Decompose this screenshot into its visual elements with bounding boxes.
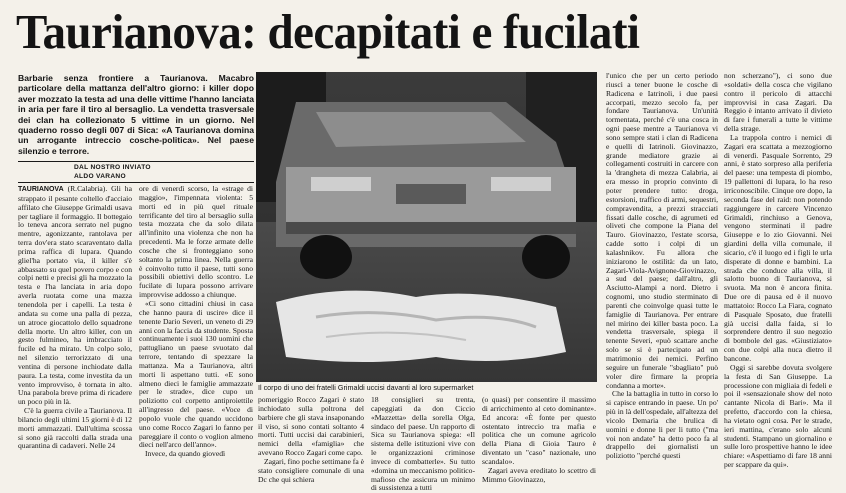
photo-image [256, 72, 597, 382]
headline: Taurianova: decapitati e fucilati [16, 4, 640, 59]
article-column-3 [258, 396, 364, 482]
photo-caption: Il corpo di uno dei fratelli Grimaldi uccisi davanti al loro supermarket [258, 383, 474, 392]
byline-rule-bottom [18, 182, 254, 183]
col4-paragraph-1: 18 consiglieri su trenta, capeggiati da don Ciccio «Mazzetta» della sorella Olga, sindaco del paese. Un rapporto di Sica su Taurianova spiega: «Il sistema delle istituzioni vive con le organizzazioni criminose invece di combatterle». Su tutto «domina un meccanismo politico-mafioso che assicura un minimo di sussistenza a tutti [371, 395, 475, 493]
byline-author: ALDO VARANO [74, 173, 126, 180]
crime-scene-photo [256, 72, 597, 382]
article-column-5 [482, 396, 596, 482]
col1-paragraph-1: Gli ha strappato il pesante coltello d'acciaio affilato che Giuseppe Grimaldi usava per tagliare il formaggio. Il bottegaio lo teneva ancora serrato nel pugno mentre, agonizzante, rantolava per terra dov'era stato scaraventato dalla prima raffica di lupara. Quando gliel'ha portato via, il killer s'è abbassato su quel povero corpo e con colpi netti e precisi gli ha mozzato la testa e l'ha lanciata in aria dopo averla ruotata come una mazza tenendola per i capelli. La testa è andata su come una palla di pezza, un atroce giocattolo dello squadrone della morte. Un altro killer, con un gesto fulmineo, ha imbracciato il fucile ed ha mirato. Un colpo solo, nel silenzio terrorizzato di una ventina di persone inchiodate dalla paura. La testa, come investita da un vento improvviso, è tornata in alto. Una parabola breve prima di ricadere un poco più in là. [18, 184, 132, 407]
byline-rule-top [18, 161, 254, 162]
col7-paragraph-3: Oggi si sarebbe dovuta svolgere la festa di San Giuseppe. La processione con migliaia di fedeli e poi il «sensazionale show del noto cantante Nicola di Bari». Ma il prefetto, d'accordo con la chiesa, ha vietato ogni cosa. Per le strade, ieri mattina, c'erano solo alcuni studenti. Stampano un giornalino e sulle loro prospettive hanno le idee chiare: «Aspettiamo di fare 18 anni per scappare da qui». [724, 362, 832, 470]
article-column-2 [139, 185, 253, 482]
col3-paragraph-2: Zagari, fino poche settimane fa è stato consigliere comunale di una Dc che qui schiera [258, 456, 364, 484]
col6-paragraph-1: l'unico che per un certo periodo riuscì a tener buone le cosche di Radicena e Iatrinoli, i due paesi accorpati, mezzo secolo fa, per fondare Taurianova. Un'unità tormentata, perché c'è una cosca in ogni paese mentre a Taurianova vi sono sempre stati i clan di Radicena e quelli di Iatrinoli. Giovinazzo, grande mediatore grazie ai collegamenti costruiti in carcere con la 'drangheta di mezza Calabria, ai era messo in proprio convinto di poter prendere tutto: droga, estorsioni, traffico di armi, sequestri, compravendita, a prezzi stracciati fissati dalle cosche, di agrumeti ed oliveti che compone la Piana del Tauro. Giovinazzo, l'estate scorsa, cadde sotto i colpi di un kalashnikov. Fu allora che iniziarono le ostilità: da un lato, Zagari-Viola-Avignone-Giovinazzo, a sud del paese; dall'altro, gli Asciutto-Alampi a nord. Dietro i cognomi, uno studio sterminato di parenti che coinvolge quasi tutte le famiglie di Taurianova. Per entrare nel mirino dei killer basta poco. La vendetta trasversale, spiega il tenente Severi, «può scattare anche solo se si è partecipato ad un matrimonio dei nemici. Perfino seguire un funerale "sbagliato" può voler dire firmare la propria condanna a morte». [606, 71, 718, 390]
byline-label: DAL NOSTRO INVIATO [74, 164, 151, 171]
col2-paragraph-1: ore di venerdì scorso, la «strage di maggio», l'impennata violenta: 5 morti ed in più quel rituale terrificante del tiro al bersaglio sulla testa mozzata che da solo dilata all'infinito una violenza che non ha precedenti. Ma le forze armate delle cosche che si fronteggiano sono soltanto la prima linea. Nella guerra è coinvolto tutto il paese, tutti sono possibili obiettivi dello scontro. Le fucilate di lupara possono arrivare improvvise addosso a chiunque. [139, 184, 253, 300]
col5-paragraph-2: Zagari aveva ereditato lo scettro di Mimmo Giovinazzo, [482, 465, 596, 484]
col1-paragraph-2: C'è la guerra civile a Taurianova. Il bilancio degli ultimi 15 giorni è di 12 morti ammazzati. Dall'ultima scossa si sono già raccolti dalla strada una quarantina di cadaveri. Nelle 24 [18, 406, 132, 451]
col6-paragraph-2: Che la battaglia in tutto in corso lo si capisce entrando in paese. Un po' più in là dell'ospedale, all'altezza del vicolo Demaria che brulica di uomini e donne li per li tutto ("ma voi non andate" ha detto poco fa al drappello dei giornalisti un poliziotto "perché questi [606, 389, 718, 461]
col2-paragraph-3: Invece, da quando giovedì [145, 449, 226, 459]
col3-paragraph-1: pomeriggio Rocco Zagari è stato inchiodato sulla poltrona del barbiere che gli stava insaponando il viso, si sono contati soltanto 4 morti. Tutti uccisi dai carabinieri, nemici della «famiglia» che avevano Rocco Zagari come capo. [258, 395, 364, 458]
article-column-4 [371, 395, 475, 493]
dateline-place: (R.Calabria). [67, 184, 108, 193]
article-column-6 [606, 72, 718, 482]
col2-paragraph-2: «Ci sono cittadini chiusi in casa che hanno paura di uscire» dice il tenente Dario Severi, un veneto di 29 anni con la faccia da studente. Sposta continuamente i suoi 130 uomini che pattugliano un paese svuotato dal terrore, tentando di spezzare la mattanza. Ma a Taurianova, altri morti li aspettano tutti. «E sono almeno dieci le famiglie ammazzate per le strade», dice cupo un poliziotto col corpetto antiproiettile all'ingresso del paese. «Voce di popolo vuole che quando uccidono uno come Rocco Zagari lo fanno per pareggiare il conto o voglion almeno dieci nell'arco dell'anno». [139, 298, 253, 450]
col5-paragraph-1: (o quasi) per consentire il massimo di arricchimento al ceto dominante». Ed ancora: «È fonte per questo ostentato intreccio tra mafia e politica che un comune agricolo della Piana di Gioia Tauro è diventato un "caso" nazionale, uno scandalo». [482, 395, 596, 466]
lead-paragraph: Barbarie senza frontiere a Taurianova. Macabro particolare della mattanza dell'altro giorno: i killer dopo aver mozzato la testa ad una delle vittime l'hanno lanciata in aria per fare il tiro al bersaglio. La vendetta trasversale dei clan ha collezionato 5 vittime in un giorno. Nel quaderno rosso degli 007 di Sica: «A Taurianova domina un arrogante intreccio cosche-politica». Nel paese silenzio e terrore. [18, 73, 254, 156]
article-column-1 [18, 185, 132, 482]
col7-paragraph-2: La trappola contro i nemici di Zagari era scattata a mezzogiorno di venerdì. Pasquale Sorrento, 29 anni, è stato sorpreso alla periferia del paese: una tempesta di piombo, 19 pallettoni di lupara, lo ha reso irriconoscibile. Cinque ore dopo, la seconda fase del raid: non potendo raggiungere in carcere Vincenzo Grimaldi, rinchiuso a Genova, vengono sterminati il padre Giuseppe e lo zio Giovanni. Nei giardini della villa comunale, il sicario, c'è il luogo ed i figli le urla disperate di donne e bambini. La strada che conduce alla villa, il salotto buono di Taurianova, si svuota. Ma non è ancora finita. Due ore di pausa ed è il nuovo mattatoio: Rocco La Fiara, cognato di Pasquale Sposato, due fratelli già uccisi dalla faida, si lo sorprendere dentro il suo negozio di bombole del gas. «Giustiziato» con due colpi alla nuca dietro il bancone. [724, 132, 832, 363]
dateline: TAURIANOVA [18, 186, 64, 193]
col7-paragraph-1: non scherzano"), ci sono due «soldati» della cosca che vigilano contro il pericolo di attacchi improvvisi in casa Zagari. Da Reggio è intanto arrivato il divieto di fare i funerali a tutte le vittime della strage. [724, 71, 832, 134]
article-column-7 [724, 72, 832, 482]
